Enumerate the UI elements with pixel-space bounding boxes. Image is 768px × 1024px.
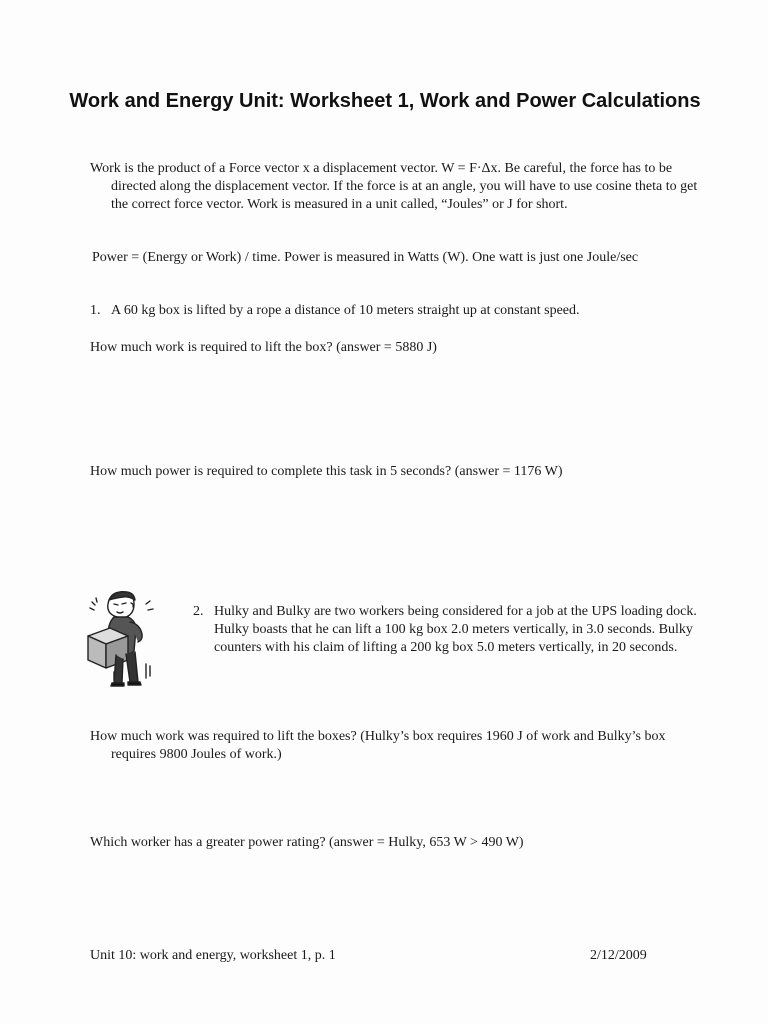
question-1-part-b: How much power is required to complete this task in 5 seconds? (answer = 1176 W) [90, 464, 563, 479]
intro-paragraph: Work is the product of a Force vector x a displacement vector. W = F·Δx. Be careful, the force has to be directed along the displacement vector. If the force is at an angle, you will have to use cosine theta to get the correct force vector. Work is measured in a unit called, “Joules” or J for short. [90, 161, 698, 212]
footer-date: 2/12/2009 [590, 948, 647, 963]
question-1-part-a: How much work is required to lift the box? (answer = 5880 J) [90, 340, 437, 355]
question-2 [193, 603, 714, 657]
question-2-part-b: Which worker has a greater power rating? (answer = Hulky, 653 W > 490 W) [90, 835, 524, 850]
question-2-number: 2. [193, 604, 204, 619]
question-1-text: A 60 kg box is lifted by a rope a distance of 10 meters straight up at constant speed. [111, 303, 580, 318]
question-2-text: Hulky and Bulky are two workers being considered for a job at the UPS loading dock. Hulky boasts that he can lift a 100 kg box 2.0 meters vertically, in 3.0 seconds. Bulky counters with his claim of lifting a 200 kg box 5.0 meters vertically, in 20 seconds. [214, 604, 697, 655]
worksheet-title: Work and Energy Unit: Worksheet 1, Work and Power Calculations [69, 90, 701, 112]
question-2-part-a: How much work was required to lift the boxes? (Hulky’s box requires 1960 J of work and Bulky’s box requires 9800 Joules of work.) [90, 729, 666, 762]
question-1-number: 1. [90, 303, 101, 318]
power-paragraph: Power = (Energy or Work) / time. Power is measured in Watts (W). One watt is just one Joule/sec [92, 250, 639, 265]
footer-unit-label: Unit 10: work and energy, worksheet 1, p. 1 [90, 948, 336, 963]
question-1 [90, 302, 690, 320]
worker-lifting-box-icon [84, 584, 164, 690]
